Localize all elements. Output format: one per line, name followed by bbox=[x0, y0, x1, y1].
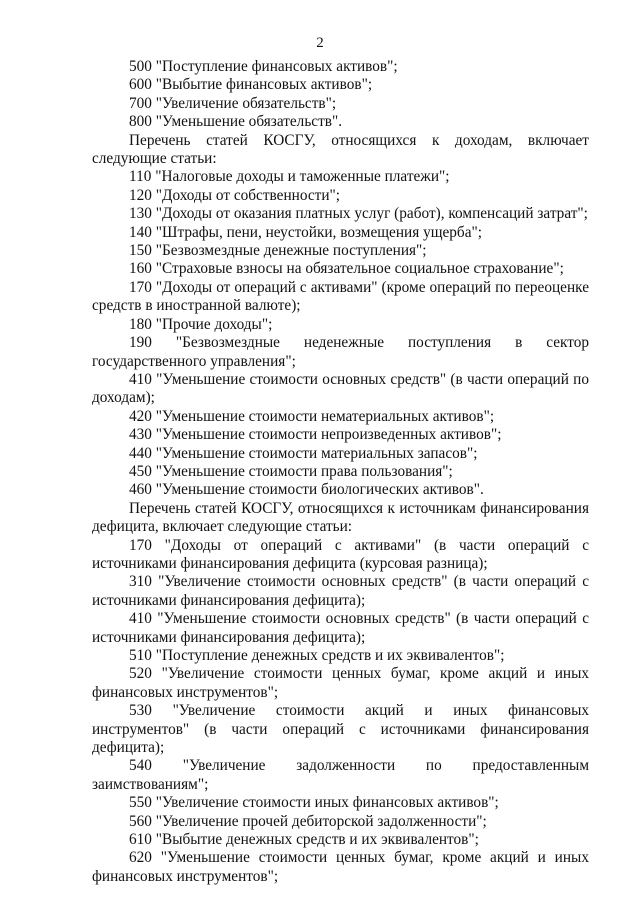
paragraph: 410 "Уменьшение стоимости основных средств" (в части операций по доходам); bbox=[92, 370, 589, 407]
paragraph: Перечень статей КОСГУ, относящихся к источникам финансирования дефицита, включает следующие статьи: bbox=[92, 499, 589, 536]
paragraph: 150 "Безвозмездные денежные поступления"; bbox=[129, 242, 427, 260]
paragraph: 800 "Уменьшение обязательств". bbox=[129, 113, 343, 131]
paragraph: 460 "Уменьшение стоимости биологических активов". bbox=[129, 481, 484, 499]
paragraph: 500 "Поступление финансовых активов"; bbox=[129, 58, 398, 75]
paragraph: 600 "Выбытие финансовых активов"; bbox=[129, 76, 373, 94]
paragraph: 700 "Увеличение обязательств"; bbox=[129, 94, 337, 112]
paragraph: 110 "Налоговые доходы и таможенные платежи"; bbox=[129, 168, 450, 186]
paragraph: 540 "Увеличение задолженности по предоставленным заимствованиям"; bbox=[92, 757, 589, 793]
paragraph: 180 "Прочие доходы"; bbox=[129, 315, 273, 333]
paragraph: 520 "Увеличение стоимости ценных бумаг, кроме акций и иных финансовых инструментов"; bbox=[92, 665, 589, 701]
paragraph: 190 "Безвозмездные неденежные поступления в сектор государственного управления"; bbox=[92, 334, 589, 370]
paragraph: 160 "Страховые взносы на обязательное социальное страхование"; bbox=[129, 260, 564, 278]
paragraph: 170 "Доходы от операций с активами" (в части операций с источниками финансирования дефицита (курсовая разница); bbox=[92, 536, 589, 572]
document-body bbox=[92, 58, 589, 886]
paragraph: 410 "Уменьшение стоимости основных средств" (в части операций с источниками финансирования дефицита); bbox=[92, 610, 589, 646]
paragraph: 430 "Уменьшение стоимости непроизведенных активов"; bbox=[129, 426, 502, 444]
page-number: 2 bbox=[316, 35, 324, 51]
paragraph: 610 "Выбытие денежных средств и их эквивалентов"; bbox=[129, 831, 479, 849]
paragraph: 420 "Уменьшение стоимости нематериальных активов"; bbox=[129, 407, 495, 425]
paragraph: 560 "Увеличение прочей дебиторской задолженности"; bbox=[129, 812, 487, 830]
paragraph: 120 "Доходы от собственности"; bbox=[129, 186, 341, 204]
paragraph: 450 "Уменьшение стоимости права пользования"; bbox=[129, 462, 453, 480]
paragraph: 170 "Доходы от операций с активами" (кроме операций по переоценке средств в иностранной валюте); bbox=[92, 278, 589, 315]
paragraph: 530 "Увеличение стоимости акций и иных финансовых инструментов" (в части операций с источниками финансирования дефицита); bbox=[92, 702, 589, 757]
paragraph: 440 "Уменьшение стоимости материальных запасов"; bbox=[129, 444, 478, 462]
paragraph: 140 "Штрафы, пени, неустойки, возмещения ущерба"; bbox=[129, 223, 483, 241]
paragraph: 510 "Поступление денежных средств и их эквивалентов"; bbox=[129, 647, 505, 664]
paragraph: 550 "Увеличение стоимости иных финансовых активов"; bbox=[129, 794, 499, 812]
paragraph: 620 "Уменьшение стоимости ценных бумаг, кроме акций и иных финансовых инструментов"; bbox=[92, 849, 589, 885]
paragraph: 130 "Доходы от оказания платных услуг (работ), компенсаций затрат"; bbox=[129, 205, 588, 223]
paragraph: Перечень статей КОСГУ, относящихся к доходам, включает следующие статьи: bbox=[92, 131, 589, 168]
paragraph: 310 "Увеличение стоимости основных средств" (в части операций с источниками финансирования дефицита); bbox=[92, 573, 589, 609]
